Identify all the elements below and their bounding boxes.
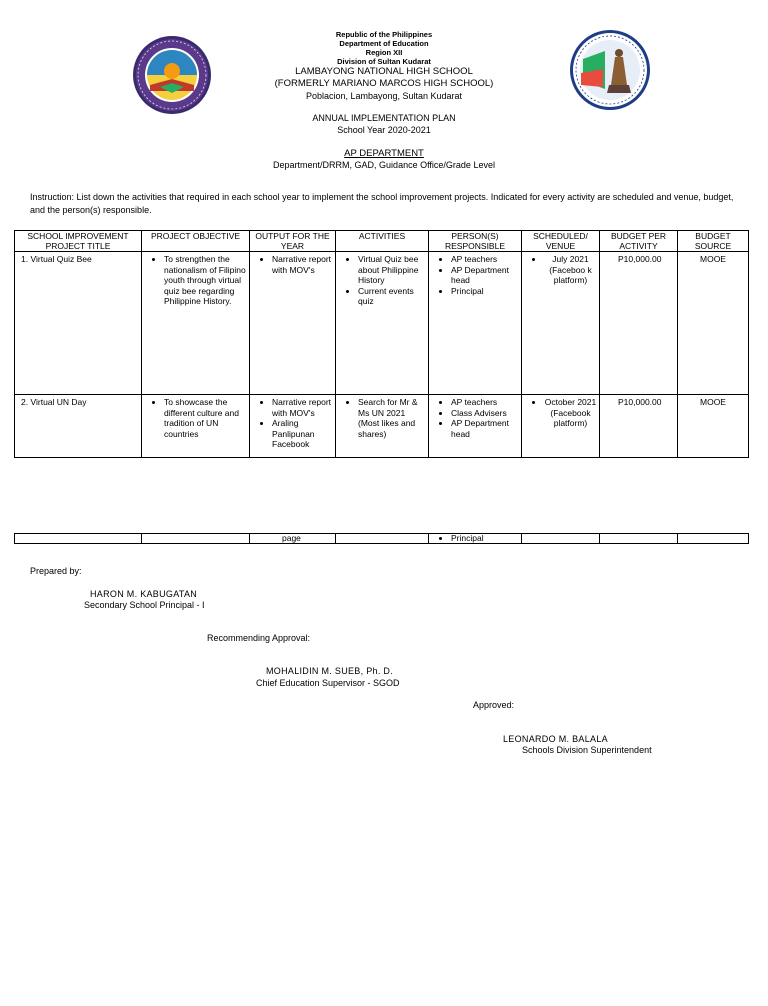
objective-cell — [142, 252, 250, 395]
schedule-item: • July 2021 (Faceboo k platform) — [544, 254, 597, 286]
source-cell: MOOE — [678, 252, 749, 395]
col-header-schedule: SCHEDULED/ VENUE — [522, 231, 600, 252]
source-cell: MOOE — [678, 395, 749, 458]
empty-cell — [15, 534, 142, 544]
school-former-name: (FORMERLY MARIANO MARCOS HIGH SCHOOL) — [274, 78, 494, 89]
empty-cell — [600, 534, 678, 544]
approved-title: Schools Division Superintendent — [522, 745, 652, 755]
empty-cell — [522, 534, 600, 544]
activities-cell — [336, 395, 429, 458]
col-header-budget: BUDGET PER ACTIVITY — [600, 231, 678, 252]
recommending-name: MOHALIDIN M. SUEB, Ph. D. — [266, 666, 394, 676]
activity-item: • Virtual Quiz bee about Philippine History — [358, 254, 426, 286]
budget-cell: P10,000.00 — [600, 252, 678, 395]
school-address: Poblacion, Lambayong, Sultan Kudarat — [305, 91, 463, 101]
schedule-cell — [522, 395, 600, 458]
plan-title: ANNUAL IMPLEMENTATION PLAN — [312, 113, 456, 123]
approved-name: LEONARDO M. BALALA — [503, 734, 608, 744]
table-row — [15, 252, 749, 395]
schedule-item: • October 2021 (Facebook platform) — [544, 397, 597, 429]
col-header-objective: PROJECT OBJECTIVE — [142, 231, 250, 252]
col-header-source: BUDGET SOURCE — [678, 231, 749, 252]
empty-cell — [142, 534, 250, 544]
budget-cell: P10,000.00 — [600, 395, 678, 458]
project-title: Virtual Quiz Bee — [30, 254, 92, 264]
prepared-by-title: Secondary School Principal - I — [84, 600, 205, 610]
project-title: Virtual UN Day — [30, 397, 87, 407]
recommending-title: Chief Education Supervisor - SGOD — [256, 678, 400, 688]
row-number: 2. — [21, 397, 29, 407]
school-name: LAMBAYONG NATIONAL HIGH SCHOOL — [295, 66, 473, 77]
empty-cell — [678, 534, 749, 544]
department-text: Department of Education — [339, 39, 429, 48]
col-header-activities: ACTIVITIES — [336, 231, 429, 252]
person-item: • AP teachers — [451, 397, 519, 408]
department-subtitle: Department/DRRM, GAD, Guidance Office/Grade Level — [273, 160, 495, 170]
persons-cell — [429, 252, 522, 395]
objective-item: • To showcase the different culture and tradition of UN countries — [164, 397, 247, 439]
recommending-label: Recommending Approval: — [207, 633, 311, 643]
table-row — [15, 395, 749, 458]
person-item: • Principal — [451, 286, 519, 297]
approved-label: Approved: — [473, 700, 515, 710]
objective-item: • To strengthen the nationalism of Filipino youth through virtual quiz bee regarding Philippine History. — [164, 254, 247, 307]
row-number: 1. — [21, 254, 29, 264]
person-item: • AP teachers — [451, 254, 519, 265]
person-item: • AP Department head — [451, 418, 519, 439]
persons-cell — [429, 395, 522, 458]
person-item: • Class Advisers — [451, 408, 519, 419]
person-item: • AP Department head — [451, 265, 519, 286]
continuation-table — [14, 533, 749, 544]
table-row — [15, 534, 749, 544]
table-header-row — [15, 231, 749, 252]
division-text: Division of Sultan Kudarat — [337, 57, 431, 66]
persons-continuation-cell — [429, 534, 522, 544]
activity-item: • Search for Mr & Ms UN 2021 (Most likes and shares) — [358, 397, 426, 439]
schedule-cell — [522, 252, 600, 395]
output-cell — [250, 252, 336, 395]
project-title-cell — [15, 395, 142, 458]
output-item: • Narrative report with MOV's — [272, 397, 333, 418]
output-item: • Araling Panlipunan Facebook — [272, 418, 333, 450]
output-continuation-cell — [250, 534, 336, 544]
document-header — [0, 30, 768, 172]
prepared-by-name: HARON M. KABUGATAN — [90, 589, 198, 599]
prepared-by-label: Prepared by: — [30, 566, 82, 576]
empty-cell — [336, 534, 429, 544]
department-heading: AP DEPARTMENT — [344, 148, 424, 159]
implementation-table — [14, 230, 749, 458]
person-item: • Principal — [451, 534, 519, 543]
activities-cell — [336, 252, 429, 395]
republic-text: Republic of the Philippines — [335, 30, 433, 39]
region-text: Region XII — [365, 48, 403, 57]
col-header-title: SCHOOL IMPROVEMENT PROJECT TITLE — [15, 231, 142, 252]
output-item: • Narrative report with MOV's — [272, 254, 333, 275]
output-cell — [250, 395, 336, 458]
activity-item: • Current events quiz — [358, 286, 426, 307]
project-title-cell — [15, 252, 142, 395]
col-header-persons: PERSON(S) RESPONSIBLE — [429, 231, 522, 252]
col-header-output: OUTPUT FOR THE YEAR — [250, 231, 336, 252]
objective-cell — [142, 395, 250, 458]
instruction-text: Instruction: List down the activities that required in each school year to implement the school improvement projects. Indicated for every activity are scheduled and venue, budget, and the person(s) responsible. — [30, 192, 734, 215]
output-continuation: page — [282, 533, 301, 543]
school-year: School Year 2020-2021 — [337, 125, 431, 135]
